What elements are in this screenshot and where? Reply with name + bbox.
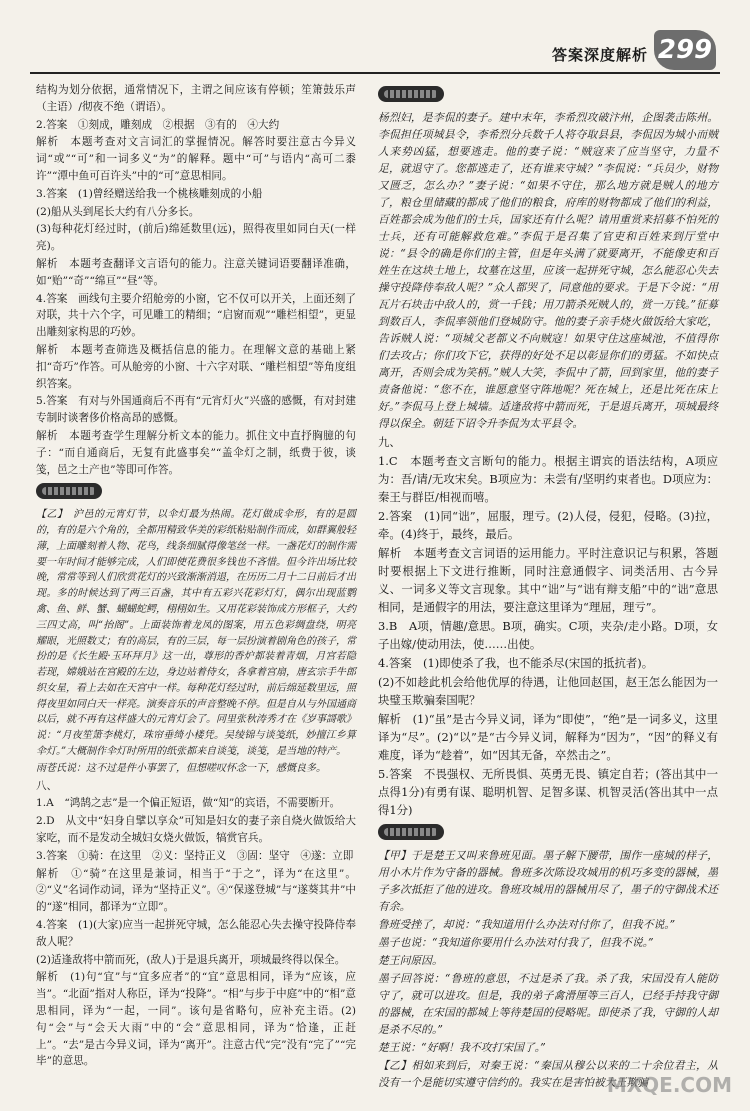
page-header	[0, 0, 750, 78]
answer-line: (2)适逢敌将中箭而死，(敌人)于是退兵离开，项城最终得以保全。	[36, 953, 346, 966]
answer-line: 2.D 从文中“妇身自擘以享众”可知是妇女的妻子亲自烧火做饭给大家吃，而不是发动全城妇女烧火做饭，犒赏官兵。	[36, 815, 356, 845]
header-title: 答案深度解析	[551, 46, 648, 64]
answer-line: 4.答案 (1)(大家)应当一起拼死守城，怎么能忍心失去操守投降侍奉敌人呢？	[36, 919, 356, 948]
answer-line: 1.C 本题考查文言断句的能力。根据主谓宾的语法结构，A项应为：吾/请/无攻宋矣。B项应为：未尝有/坚明约束者也。D项应为：秦王与群臣/相视而嘻。	[378, 454, 718, 504]
translation-badge-icon	[378, 86, 444, 102]
translation-badge-icon	[36, 483, 102, 499]
answer-line: 解析 本题考查对文言词汇的掌握情况。解答时要注意古今异义词“或”“可”和一词多义“为”的解释。题中“可”与语内“高可二黍许”“潭中鱼可百许头”中的“可”意思相同。	[36, 136, 356, 182]
answer-line: 3.答案 (1)曾经赠送给我一个桃核雕刻成的小船	[36, 187, 263, 200]
translation-paragraph: 【乙】相如来到后，对秦王说：“秦国从穆公以来的二十余位君主，从没有一个是能切实遵守信约的。我实在是害怕被大王欺骗	[378, 1059, 718, 1089]
translation-paragraph: 鲁班受挫了，却说：“我知道用什么办法对付你了，但我不说。”	[378, 918, 676, 931]
answer-line: 5.答案 有对与外国通商后不再有“元宵灯火”兴盛的感慨，有对封建专制时谈奢侈价格高昂的感慨。	[36, 395, 356, 425]
answer-line: 解析 本题考查翻译文言语句的能力。注意关键词语要翻译准确，如“贻”“奇”“绵亘”“昼”等。	[36, 257, 356, 287]
translation-paragraph: 【甲】于是楚王又叫来鲁班见面。墨子解下腰带，围作一座城的样子，用小木片作为守备的器械。鲁班多次陈设攻城用的机巧多变的器械，墨子多次抵拒了他的进攻。鲁班攻城用的器械用尽了，墨子的守御战术还有余。	[378, 849, 718, 913]
watermark-logo	[608, 1047, 740, 1103]
answer-line: 4.答案 (1)即使杀了我，也不能杀尽(宋国的抵抗者)。	[378, 656, 654, 670]
left-column	[36, 82, 356, 1071]
translation-paragraph: 墨子回答说：“鲁班的意思，不过是杀了我。杀了我，宋国没有人能防守了，就可以进攻。但是，我的弟子禽滑厘等三百人，已经手持我守御的器械，在宋国的都城上等待楚国的侵略呢。即使杀了我，守御的人却是杀不尽的。”	[378, 972, 718, 1036]
answer-line: 5.答案 不畏强权、无所畏惧、英勇无畏、镇定自若；(答出其中一点得1分)有勇有谋、聪明机智、足智多谋、机智灵活(答出其中一点得1分)	[378, 767, 718, 817]
answer-line: 2.答案 ①刻成，雕刻成 ②根据 ③有的 ④大约	[36, 118, 280, 131]
answer-line: 解析 (1)“虽”是古今异义词，译为“即使”，“绝”是一词多义，这里译为“尽”。(2)“以”是“古今异义词，解释为“因为”，“因”的释义有难度，译为“趁着”，如“因其无备，卒然击之”。	[378, 712, 718, 762]
answer-line: 1.A “鸿鹄之志”是一个偏正短语，做“知”的宾语，不需要断开。	[36, 797, 341, 810]
watermark-text: MXQE.COM	[606, 1073, 732, 1097]
page-number: 299	[654, 30, 716, 70]
answer-line: 解析 (1)句“宜”与“宜多应者”的“宜”意思相同，译为“应该，应当”。“北面”指对人称臣，译为“投降”。“相”与步于中庭”中的“相”意思相同，译为“一起，一同”。该句是省略句，应补充主语。(2)句“会”与“会天大雨”中的“会”意思相同，译为“恰逢，正赶上”。“去”是古今异义词，译为“离开”。注意古代“完”没有“完了”“完毕”的意思。	[36, 971, 356, 1068]
translation-paragraph: 墨子也说：“我知道你要用什么办法对付我了，但我不说。”	[378, 936, 654, 949]
translation-badge-icon	[378, 824, 444, 840]
translation-paragraph: 【乙】 沪邑的元宵灯节，以伞灯最为热闹。花灯做成伞形，有的是圆的，有的是六个角的，全都用精致华美的彩纸粘贴制作而成，如群翼般轻薄，上面雕刻着人物、花鸟，线条细腻得像笔丝一样。一盏花灯的制作需要一年时间才能够完成，人们即使花费很多钱也不吝惜。但今许出场比较晚，常常等到人们欣赏花灯的兴致渐渐消退，在历历二月十二日前后才出现。多的时候达到了两三百盏，其中有五彩兴花彩灯灯，偶尔出现蓝鹦禽、鱼、鲜、蟹、蝴蝴蛇鳄，栩栩如生。又用花彩装饰成方形框子，大约三四丈高，叫“抬阁”。上面装饰着龙凤的图案，用五色彩绸盘绕，明亮耀眼，光照数丈；有的高层，有的三层，每一层扮演着剧角色的孩子，常扮的是《长生殿·玉环拜月》这一出，尊形的香炉都装着青烟，月宫若隐若现，嫦娥站在宫殿的左边，身边站着侍女，各拿着宫扇，唐玄宗手牛郎织女星，看上去如在天宫中一样。每种花灯经过时，前后绵延数里远，照得夜里如同白天一样亮。演奏音乐的声音整晚不停。但是自从与外国通商以后，就不再有这样盛大的元宵灯会了。同里张秋涛秀才在《岁事謌歌》说：“月夜笙箫李桃灯，珠帘垂绮小楼凭。吴绫锦与谈笺纸，妙擅江乡算伞灯。”大概制作伞灯时所用的纸张都来自谈笺，谈笺，是当地的特产。	[36, 509, 356, 758]
answer-line: (2)不如趁此机会给他优厚的待遇，让他回赵国，赵王怎么能因为一块璧玉欺骗秦国呢？	[378, 675, 718, 707]
translation-paragraph: 楚王说：“好啊！我不攻打宋国了。”	[378, 1041, 546, 1054]
answer-line: 九、	[378, 435, 401, 449]
translation-paragraph: 楚王问原因。	[378, 954, 443, 967]
answer-line: 解析 本题考查筛选及概括信息的能力。在理解文意的基础上紧扣“奇巧”作答。可从舱旁的小窗、十六字对联、“雕栏相望”等角度组织答案。	[36, 343, 356, 390]
right-column	[378, 82, 718, 1092]
header-rule	[30, 72, 720, 74]
answer-line: (3)每种花灯经过时，(前后)绵延数里(远)，照得夜里如同白天(一样亮)。	[36, 223, 356, 253]
answer-line: 3.B A项，情趣/意思。B项，确实。C项，夹杂/走小路。D项，女子出嫁/使动用法，使……出使。	[378, 619, 718, 651]
answer-line: 八、	[36, 779, 58, 792]
translation-paragraph: 雨苍氏说：这不过是件小事罢了，但想嗟叹怀念一下，感慨良多。	[36, 762, 326, 774]
translation-paragraph: 杨烈妇，是李侃的妻子。建中末年，李希烈攻破汴州，企图袭击陈州。李侃担任项城县令，李希烈分兵数千人将夺取县县，李侃因为城小而贼人来势凶猛，想要逃走。他的妻子说：“贼寇来了应当坚守，力量不足，就退守了。您都逃走了，还有谁来守城？”李侃说：“兵员少，财物又匮乏，怎么办？”妻子说：“如果不守住，那么地方就是贼人的地方了，粮仓里储藏的都成了他们的粮食，府库的财物都成了他们的利益，百姓都会成为他们的士兵，国家还有什么呢？请用重赏来招募不怕死的士兵，还有可能解救危难。”李侃于是召集了官吏和百姓来到厅堂中说：“县令的确是你们的主管，但是年头满了就要离开，不能像吏和百姓生在这块土地上，坟墓在这里，应该一起拼死守城，怎么能忍心失去操守投降侍奉敌人呢？”众人都哭了，同意他的要求。于是下令说：“用瓦片石块击中敌人的，赏一千钱；用刀箭杀死贼人的，赏一万钱。”征募到数百人，李侃率领他们登城防守。他的妻子亲手烧火做饭给大家吃，告诉贼人说：“项城父老都义不向贼寇！如果守住这座城池，不值得你们去攻占；你们攻下它，获得的好处不足以彰显你们的勇猛。不如快点离开，否则会成为笑柄。”贼人大笑，李侃中了箭，回到家里，他的妻子责备他说：“您不在，谁愿意坚守阵地呢？死在城上，还是比死在床上好。”李侃马上登上城墙。适逢敌将中箭而死，于是退兵离开，项城最终得以保全。朝廷下诏令升李侃为太平县令。	[378, 111, 718, 430]
answer-line: 解析 本题考查学生理解分析文本的能力。抓住文中直抒胸臆的句子：“而自通商后，无复有此盛事矣”“盖伞灯之制，纸费于彼，谈笺，邑之土产也”等即可作答。	[36, 429, 356, 476]
answer-line: 3.答案 ①骑：在这里 ②义：坚持正义 ③固：坚守 ④遂：立即	[36, 849, 354, 862]
answer-line: 解析 本题考查文言词语的运用能力。平时注意识记与积累，答题时要根据上下文进行推断，同时注意通假字、词类活用、古今异义、一词多义等文言现象。其中“诎”与“诎有辩支船”中的“诎”意思相同，是通假字的用法，要注意这里译为“理屈，理亏”。	[378, 546, 718, 614]
answer-line: 结构为划分依据，通常情况下，主谓之间应该有停顿；笙箫鼓乐声（主语）/彻夜不绝（谓语）。	[36, 84, 356, 113]
answer-line: (2)船从头到尾长大约有八分多长。	[36, 205, 200, 218]
answer-line: 2.答案 (1)同“诎”，屈服，理亏。(2)人侵，侵犯，侵略。(3)拉，牵。(4)终于，最终，最后。	[378, 509, 718, 541]
answer-line: 4.答案 画线句主要介绍舱旁的小窗，它不仅可以开关，上面还刻了对联，共十六个字，可见雕工的精细；“启窗而观”“雕栏相望”，更显出雕刻家构思的巧妙。	[36, 292, 356, 339]
answer-line: 解析 ①“骑”在这里是兼词，相当于“于之”，译为“在这里”。②“义”名词作动词，译为“坚持正义”。④“保遂登城”与“遂葵其井”中的“遂”相同，都译为“立即”。	[36, 867, 356, 914]
